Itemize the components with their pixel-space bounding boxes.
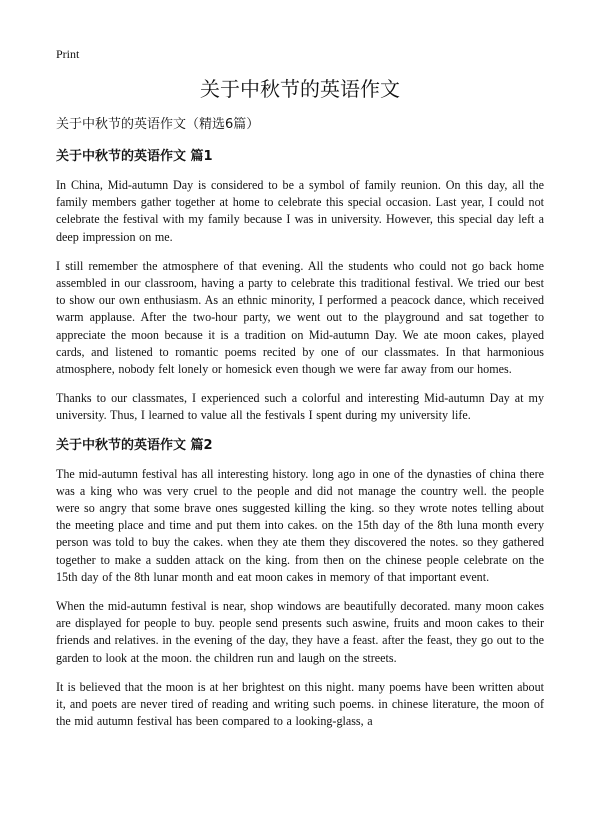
paragraph: Thanks to our classmates, I experienced such a colorful and interesting Mid-autumn Day at my university. Thus, I learned to value all the festivals I spent during my university life. — [56, 391, 544, 423]
paragraph: The mid-autumn festival has all interesting history. long ago in one of the dynasties of china there was a king who was very cruel to the people and did not manage the country well. the people were so angry that some brave ones suggested killing the king. so they wrote notes telling about the meeting place and time and put them into cakes. on the 15th day of the 8th luna month every person was told to buy the cakes. when they ate them they discovered the notes. so they gathered together to make a sudden attack on the king. from then on the chinese people celebrate on the 15th day of the 8th lunar month and eat moon cakes in memory of that important event. — [56, 466, 544, 584]
section-heading: 关于中秋节的英语作文 篇2 — [56, 437, 213, 453]
section-heading: 关于中秋节的英语作文 篇1 — [56, 149, 213, 164]
paragraph: I still remember the atmosphere of that evening. All the students who could not go back home assembled in our classroom, having a party to celebrate this traditional festival. We tried our best to show our own enthusiasm. As an ethnic minority, I performed a peacock dance, which received warm applause. After the two-hour party, we went out to the playground and sat together to appreciate the moon because it is a tradition on Mid-autumn Day. We ate moon cakes, played cards, and listened to romantic poems recited by one of our classmates. In that harmonious atmosphere, nobody felt lonely or homesick even though we were far away from our homes. — [56, 258, 544, 377]
document-subtitle: 关于中秋节的英语作文（精选6篇） — [56, 117, 260, 132]
paragraph: It is believed that the moon is at her brightest on this night. many poems have been written about it, and poets are never tired of reading and writing such poems. in chinese literature, the moon of the mid autumn festival has been compared to a looking-glass, a — [56, 679, 544, 729]
essay-section-2 — [56, 437, 544, 731]
essay-section-1 — [56, 148, 544, 425]
paragraph: When the mid-autumn festival is near, shop windows are beautifully decorated. many moon cakes are displayed for people to buy. people send presents such aswine, fruits and moon cakes to their friends and relatives. in the evening of the day, they have a feast. after the feast, they go out to the garden to look at the moon. the children run and laugh on the streets. — [56, 599, 544, 665]
page-title: 关于中秋节的英语作文 — [200, 77, 400, 101]
print-label: Print — [56, 47, 80, 61]
paragraph: In China, Mid-autumn Day is considered to be a symbol of family reunion. On this day, all the family members gather together at home to celebrate this special occasion. Last year, I could not celebrate the festival with my family because I was in university. However, this special day left a deep impression on me. — [56, 178, 544, 244]
